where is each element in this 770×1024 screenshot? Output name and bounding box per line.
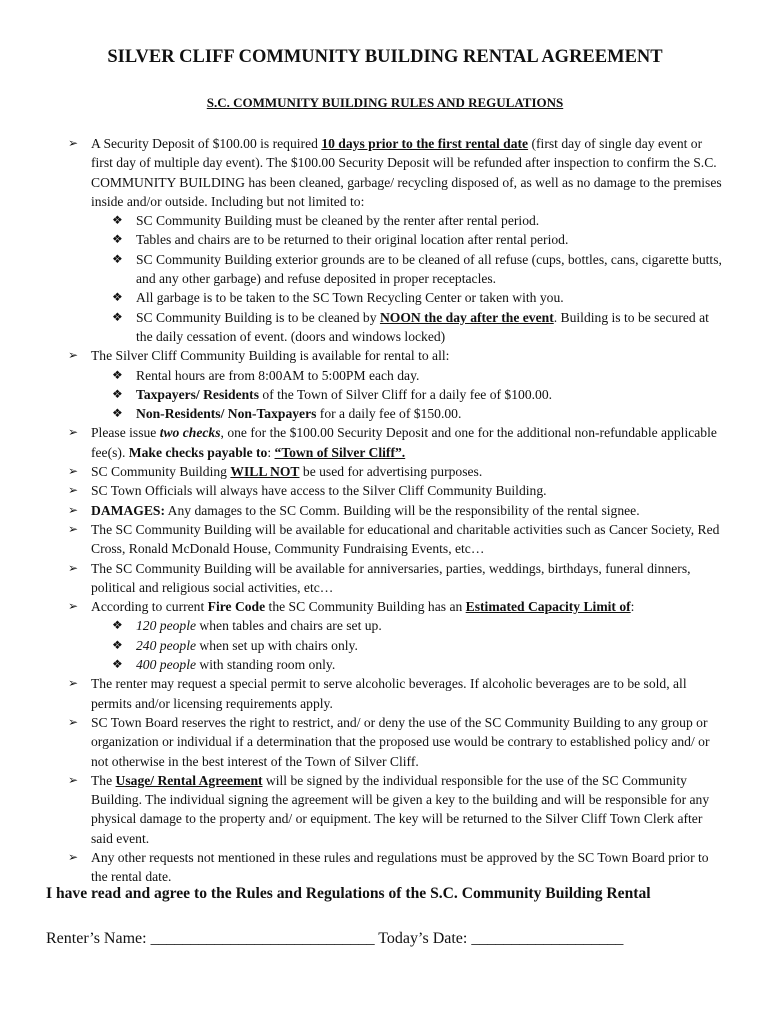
todays-date-label: Today’s Date: [374,930,472,947]
diamond-bullet-icon: ❖ [112,251,123,266]
arrowhead-bullet-icon: ➢ [68,464,79,479]
arrowhead-bullet-icon: ➢ [68,136,79,150]
text-run: The [91,772,116,788]
diamond-bullet-icon: ❖ [112,406,123,421]
arrowhead-bullet-icon: ➢ [68,599,79,614]
rule-subitem [62,404,722,423]
text-run: when set up with chairs only. [196,637,358,653]
arrowhead-bullet-icon: ➢ [68,676,79,691]
text-run: 400 people [136,657,197,673]
rule-item [62,597,722,616]
text-run: Non-Residents/ Non-Taxpayers [136,406,317,422]
rule-subitem [62,308,722,347]
text-run: 120 people [136,618,197,634]
text-run: Tables and chairs are to be returned to their original location after rental period. [136,232,569,248]
rule-item [62,423,722,462]
text-run: Any damages to the SC Comm. Building will be the responsibility of the rental signee. [165,502,640,518]
renter-name-label: Renter’s Name: [46,930,151,947]
rules-list [62,134,722,887]
arrowhead-bullet-icon: ➢ [68,560,79,575]
text-run: with standing room only. [196,657,336,673]
signature-line [46,930,623,948]
text-run: Estimated Capacity Limit of [465,599,631,615]
rule-item [62,713,722,771]
text-run: According to current [91,599,208,615]
text-run: SC Community Building must be cleaned by the renter after rental period. [136,213,540,229]
text-run: A Security Deposit of $100.00 is required [91,136,322,151]
text-run: Fire Code [207,599,266,615]
rule-subitem [62,385,722,404]
rule-item [62,481,722,500]
text-run: will be signed by the individual responsible for the use of the SC Community Building. The individual signing the agreement will be given a key to the building and will be responsible for any physical damage to the property and/ or equipment. The key will be returned to the Silver Cliff Town Clerk after said event. [91,772,710,846]
text-run: Taxpayers/ Residents [136,386,259,402]
document-title: SILVER CLIFF COMMUNITY BUILDING RENTAL AGREEMENT [107,47,663,67]
text-run: SC Community Building [91,464,231,480]
diamond-bullet-icon: ❖ [112,637,123,652]
rule-item [62,346,722,365]
diamond-bullet-icon: ❖ [112,232,123,247]
arrowhead-bullet-icon: ➢ [68,714,79,729]
diamond-bullet-icon: ❖ [112,657,123,672]
text-run: 10 days prior to the first rental date [321,136,529,151]
text-run: two checks [159,425,221,441]
arrowhead-bullet-icon: ➢ [68,502,79,517]
text-run: the SC Community Building has an [265,599,466,615]
text-run: SC Town Board reserves the right to restrict, and/ or deny the use of the SC Community Building to any group or organization or individual if a determination that the proposed use would be contrary to established policy and/ or not otherwise in the best interest of the Town of Silver Cliff. [91,714,710,769]
text-run: Make checks payable to [128,444,268,460]
text-run: . Building is to be secured at the daily cessation of event. (doors and windows locked) [136,309,709,344]
text-run: , one for the $100.00 Security Deposit and one for the additional non-refundable applicable fee(s). [91,425,717,460]
arrowhead-bullet-icon: ➢ [68,425,79,440]
arrowhead-bullet-icon: ➢ [68,849,79,864]
text-run: Rental hours are from 8:00AM to 5:00PM each day. [136,367,420,383]
rule-item [62,462,722,481]
section-heading: S.C. COMMUNITY BUILDING RULES AND REGULATIONS [206,95,564,110]
rule-item [62,559,722,598]
rule-subitem [62,230,722,249]
agreement-statement: I have read and agree to the Rules and Regulations of the S.C. Community Building Rental [46,885,651,902]
text-run: SC Community Building exterior grounds are to be cleaned of all refuse (cups, bottles, cans, cigarette butts, and any other garbage) and refuse deposited in proper receptacles. [136,251,722,287]
rule-subitem [62,211,722,230]
rule-subitem [62,655,722,674]
text-run: : [630,599,635,615]
rule-subitem [62,288,722,307]
diamond-bullet-icon: ❖ [112,290,123,305]
rule-subitem [62,250,722,289]
text-run: : [267,444,275,460]
rule-subitem [62,616,722,635]
text-run: NOON the day after the event [379,309,554,325]
text-run: The SC Community Building will be available for educational and charitable activities such as Cancer Society, Red Cross, Ronald McDonald House, Community Fundraising Events, etc… [91,521,720,557]
arrowhead-bullet-icon: ➢ [68,521,79,536]
rule-item [62,134,722,211]
text-run: (first day of single day event or first day of multiple day event). The $100.00 Security Deposit will be refunded after inspection to confirm the S.C. COMMUNITY BUILDING has been cleaned, garbage/ recycling disposed of, as well as no damage to the premises inside and/or outside. Including but not limited to: [91,136,722,209]
rule-subitem [62,366,722,385]
diamond-bullet-icon: ❖ [112,386,123,401]
text-run: Usage/ Rental Agreement [115,772,263,788]
text-run: WILL NOT [230,464,300,480]
arrowhead-bullet-icon: ➢ [68,348,79,363]
diamond-bullet-icon: ❖ [112,618,123,633]
diamond-bullet-icon: ❖ [112,367,123,382]
arrowhead-bullet-icon: ➢ [68,483,79,498]
diamond-bullet-icon: ❖ [112,309,123,324]
text-run: SC Community Building is to be cleaned by [136,309,380,325]
rule-item [62,501,722,520]
rule-item [62,520,722,559]
rule-item [62,848,722,887]
rule-item [62,674,722,713]
text-run: 240 people [136,637,197,653]
text-run: of the Town of Silver Cliff for a daily fee of $100.00. [259,386,553,402]
text-run: The renter may request a special permit to serve alcoholic beverages. If alcoholic beverages are to be sold, all permits and/or licensing requirements apply. [91,676,687,711]
text-run: be used for advertising purposes. [299,464,483,480]
rule-subitem [62,636,722,655]
text-run: SC Town Officials will always have access to the Silver Cliff Community Building. [91,483,547,499]
text-run: DAMAGES: [91,502,166,518]
text-run: for a daily fee of $150.00. [316,406,462,422]
todays-date-field[interactable]: ___________________ [471,930,624,947]
arrowhead-bullet-icon: ➢ [68,772,79,787]
text-run: Please issue [91,425,160,441]
text-run: “Town of Silver Cliff”. [274,444,406,460]
rule-item [62,771,722,848]
text-run: The SC Community Building will be available for anniversaries, parties, weddings, birthdays, funeral dinners, political and religious social activities, etc… [91,560,691,595]
text-run: The Silver Cliff Community Building is available for rental to all: [91,348,450,364]
renter-name-field[interactable]: ____________________________ [150,930,375,947]
text-run: Any other requests not mentioned in these rules and regulations must be approved by the SC Town Board prior to the rental date. [91,849,709,885]
diamond-bullet-icon: ❖ [112,213,123,228]
text-run: when tables and chairs are set up. [196,618,382,634]
text-run: All garbage is to be taken to the SC Town Recycling Center or taken with you. [136,290,564,306]
